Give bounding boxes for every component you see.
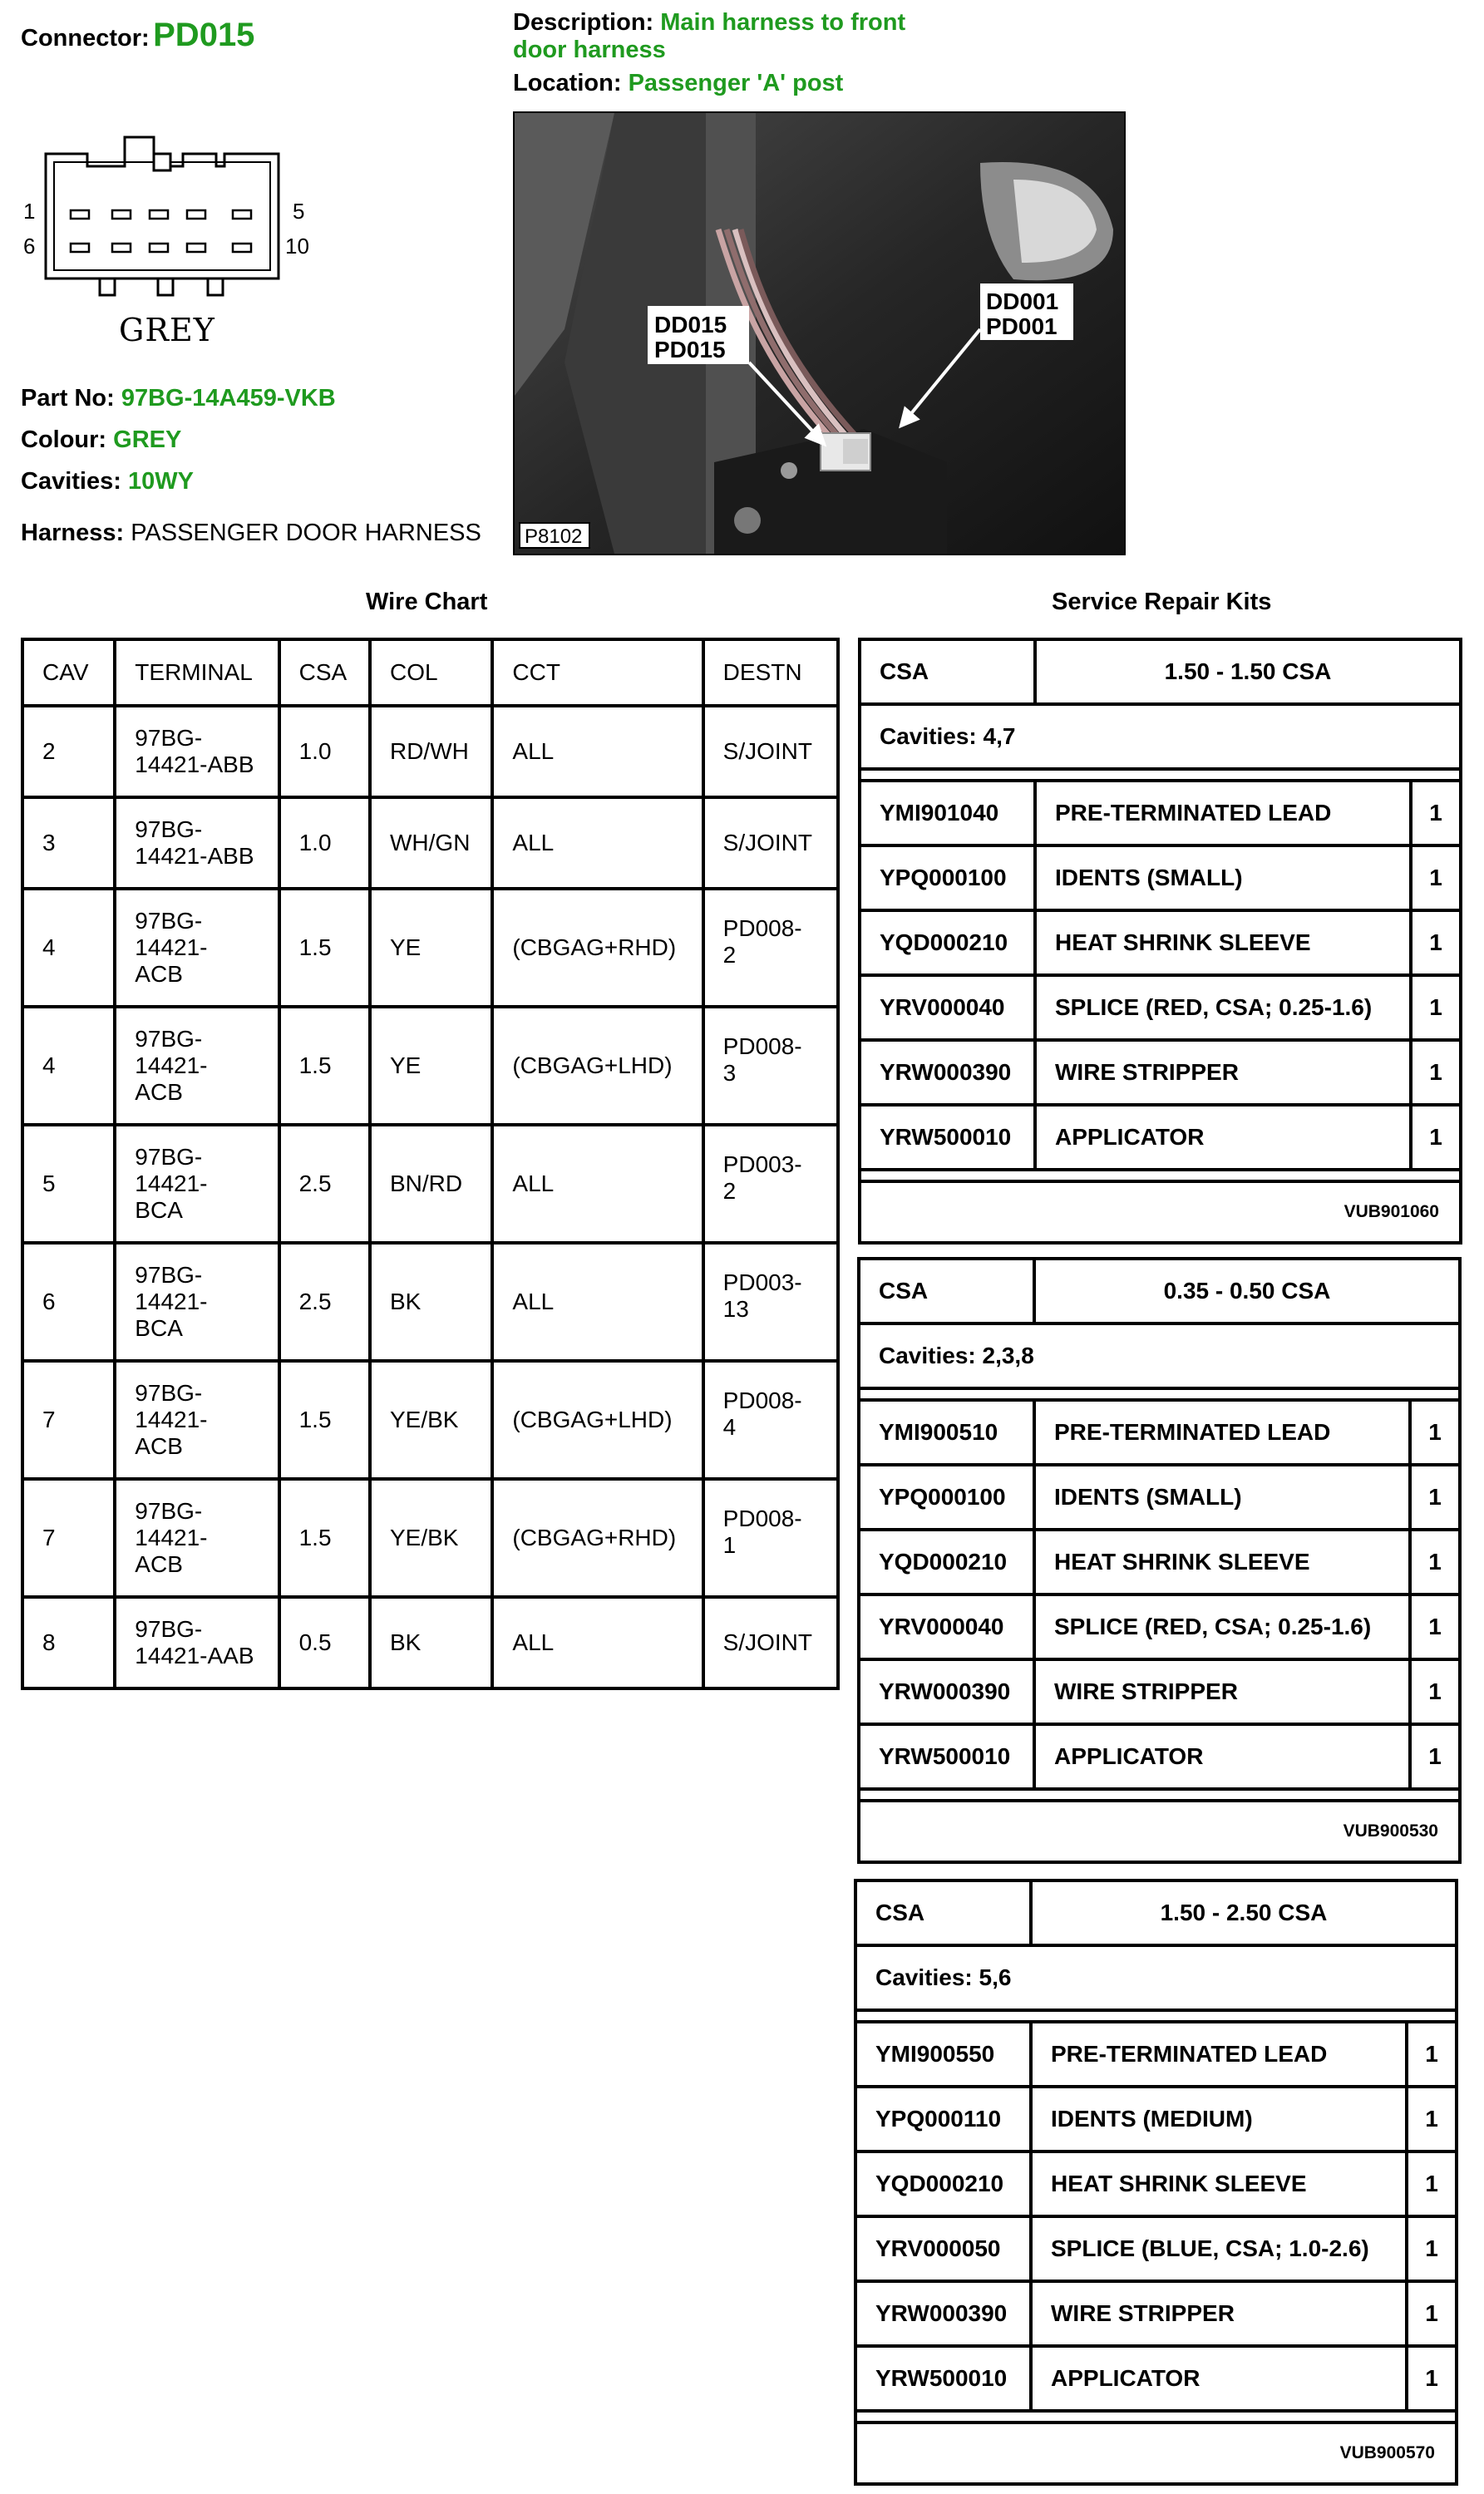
cell-csa: 1.5 bbox=[279, 889, 370, 1007]
cell-col: BK bbox=[370, 1243, 492, 1361]
kit-item-qty: 1 bbox=[1410, 1594, 1460, 1659]
cell-terminal-line: 97BG- bbox=[135, 1498, 203, 1524]
photo-ref-label: P8102 bbox=[525, 525, 583, 548]
cell-destn bbox=[703, 1243, 838, 1361]
connector-colour-caption: GREY bbox=[119, 312, 215, 348]
header-destn: DESTN bbox=[703, 639, 838, 706]
cell-terminal-line: 97BG- bbox=[135, 1616, 203, 1642]
cell-terminal-line: 97BG- bbox=[135, 725, 203, 751]
connector-id: PD015 bbox=[153, 17, 255, 53]
cell-terminal bbox=[115, 706, 279, 797]
kit-gap-row bbox=[855, 2411, 1457, 2423]
kit-gap-row bbox=[860, 1170, 1461, 1181]
cell-terminal-line: 97BG- bbox=[135, 1144, 203, 1170]
cell-terminal-line: ACB bbox=[135, 1551, 183, 1577]
cell-terminal bbox=[115, 1361, 279, 1479]
cell-col: YE/BK bbox=[370, 1479, 492, 1597]
kit-csa-label: CSA bbox=[860, 639, 1035, 704]
kit-item-desc: IDENTS (SMALL) bbox=[1035, 845, 1411, 910]
wire-chart-row bbox=[22, 889, 838, 1007]
colour-label: Colour: bbox=[21, 426, 107, 453]
wire-chart-row bbox=[22, 706, 838, 797]
kit-item-row bbox=[859, 1400, 1460, 1465]
cell-destn-line: PD008- bbox=[722, 1387, 802, 1413]
wire-chart-row bbox=[22, 1597, 838, 1688]
cell-destn bbox=[703, 706, 838, 797]
kit-item-row bbox=[855, 2216, 1457, 2281]
cell-terminal-line: 97BG- bbox=[135, 908, 203, 934]
harness-value: PASSENGER DOOR HARNESS bbox=[131, 520, 481, 546]
kit-item-desc: IDENTS (SMALL) bbox=[1034, 1465, 1410, 1530]
kit-item-code: YRW000390 bbox=[859, 1659, 1034, 1724]
cell-destn-line: 13 bbox=[722, 1296, 749, 1322]
cell-csa: 1.5 bbox=[279, 1007, 370, 1125]
kit-csa-row bbox=[860, 639, 1461, 704]
cell-cav: 6 bbox=[22, 1243, 115, 1361]
kit-item-qty: 1 bbox=[1407, 2346, 1457, 2411]
kit-item-desc: SPLICE (BLUE, CSA; 1.0-2.6) bbox=[1031, 2216, 1407, 2281]
cell-col: YE/BK bbox=[370, 1361, 492, 1479]
kit-code: VUB900530 bbox=[1343, 1821, 1438, 1841]
cell-csa: 0.5 bbox=[279, 1597, 370, 1688]
cell-destn-line: PD003- bbox=[722, 1269, 802, 1295]
kit-item-code: YRW000390 bbox=[855, 2281, 1031, 2346]
kit-item-code: YRV000040 bbox=[859, 1594, 1034, 1659]
cell-destn bbox=[703, 797, 838, 889]
cell-destn-line: S/JOINT bbox=[722, 738, 813, 764]
header-cct: CCT bbox=[492, 639, 703, 706]
cell-cct: ALL bbox=[492, 706, 703, 797]
kit-item-qty: 1 bbox=[1411, 1040, 1461, 1105]
cell-terminal-line: 14421- bbox=[135, 934, 208, 960]
kit-item-desc: SPLICE (RED, CSA; 0.25-1.6) bbox=[1034, 1594, 1410, 1659]
wire-chart-row bbox=[22, 1479, 838, 1597]
cell-destn bbox=[703, 1597, 838, 1688]
cell-terminal-line: 97BG- bbox=[135, 1380, 203, 1406]
kit-item-code: YRW000390 bbox=[860, 1040, 1035, 1105]
kit-item-row bbox=[860, 845, 1461, 910]
cell-destn-line: 2 bbox=[722, 1178, 737, 1204]
kit-item-desc: WIRE STRIPPER bbox=[1031, 2281, 1407, 2346]
repair-kit-table bbox=[857, 1257, 1462, 1864]
cell-cct: ALL bbox=[492, 1243, 703, 1361]
cell-terminal-line: BCA bbox=[135, 1197, 183, 1223]
cavities-label: Cavities: bbox=[21, 468, 121, 495]
photo-callout-left-2: PD015 bbox=[654, 337, 726, 362]
description-value-2: door harness bbox=[513, 37, 666, 63]
cell-col: WH/GN bbox=[370, 797, 492, 889]
kit-item-desc: SPLICE (RED, CSA; 0.25-1.6) bbox=[1035, 975, 1411, 1040]
cell-destn bbox=[703, 889, 838, 1007]
description-line-2 bbox=[513, 36, 666, 64]
kit-item-row bbox=[855, 2151, 1457, 2216]
kit-csa-range: 1.50 - 2.50 CSA bbox=[1031, 1880, 1457, 1945]
kit-item-desc: WIRE STRIPPER bbox=[1035, 1040, 1411, 1105]
kit-item-qty: 1 bbox=[1411, 845, 1461, 910]
kit-csa-row bbox=[859, 1259, 1460, 1323]
kit-code-row bbox=[860, 1181, 1461, 1243]
kit-gap bbox=[855, 2411, 1457, 2423]
kit-cavities: Cavities: 5,6 bbox=[855, 1945, 1457, 2010]
photo-callout-right-1: DD001 bbox=[986, 288, 1059, 314]
cell-terminal bbox=[115, 889, 279, 1007]
cell-cav: 5 bbox=[22, 1125, 115, 1243]
kit-gap bbox=[859, 1388, 1460, 1400]
cell-terminal-line: BCA bbox=[135, 1315, 183, 1341]
part-no-value: 97BG-14A459-VKB bbox=[121, 385, 336, 412]
part-no-label: Part No: bbox=[21, 385, 115, 412]
photo-callout-left-1: DD015 bbox=[654, 312, 727, 338]
wire-chart-table bbox=[21, 638, 840, 1690]
cell-cct: (CBGAG+RHD) bbox=[492, 889, 703, 1007]
service-repair-kits-title: Service Repair Kits bbox=[1052, 589, 1272, 615]
cell-terminal-line: 14421-ABB bbox=[135, 752, 254, 777]
kit-item-qty: 1 bbox=[1411, 781, 1461, 845]
cell-terminal bbox=[115, 1125, 279, 1243]
cell-col: YE bbox=[370, 1007, 492, 1125]
kit-item-row bbox=[860, 975, 1461, 1040]
kit-item-desc: APPLICATOR bbox=[1031, 2346, 1407, 2411]
kit-item-code: YRW500010 bbox=[859, 1724, 1034, 1789]
kit-item-row bbox=[860, 781, 1461, 845]
wire-chart-row bbox=[22, 797, 838, 889]
connector-face-drawing bbox=[21, 129, 337, 303]
kit-item-row bbox=[860, 1040, 1461, 1105]
kit-item-row bbox=[855, 2087, 1457, 2151]
kit-item-code: YRV000040 bbox=[860, 975, 1035, 1040]
kit-item-desc: PRE-TERMINATED LEAD bbox=[1031, 2022, 1407, 2087]
header-cav: CAV bbox=[22, 639, 115, 706]
kit-item-desc: IDENTS (MEDIUM) bbox=[1031, 2087, 1407, 2151]
kit-cavities-row bbox=[855, 1945, 1457, 2010]
harness-label: Harness: bbox=[21, 520, 125, 546]
kit-item-qty: 1 bbox=[1407, 2151, 1457, 2216]
photo-callout-right-2: PD001 bbox=[986, 313, 1058, 339]
kit-item-desc: APPLICATOR bbox=[1035, 1105, 1411, 1170]
description-label: Description: bbox=[513, 9, 654, 36]
kit-item-qty: 1 bbox=[1407, 2281, 1457, 2346]
kit-item-row bbox=[859, 1530, 1460, 1594]
kit-cavities: Cavities: 4,7 bbox=[860, 704, 1461, 769]
kit-item-code: YPQ000100 bbox=[859, 1465, 1034, 1530]
description-line-1 bbox=[513, 8, 905, 37]
wire-chart-title: Wire Chart bbox=[366, 589, 488, 615]
part-no-line bbox=[21, 384, 336, 412]
cell-destn bbox=[703, 1125, 838, 1243]
kit-item-qty: 1 bbox=[1411, 1105, 1461, 1170]
kit-gap bbox=[860, 1170, 1461, 1181]
kit-item-desc: HEAT SHRINK SLEEVE bbox=[1034, 1530, 1410, 1594]
kit-item-code: YPQ000110 bbox=[855, 2087, 1031, 2151]
cell-destn-line: 1 bbox=[722, 1532, 737, 1558]
kit-gap-row bbox=[859, 1789, 1460, 1801]
cell-destn-line: 3 bbox=[722, 1060, 737, 1086]
cell-destn-line: 4 bbox=[722, 1414, 737, 1440]
cell-col: BK bbox=[370, 1597, 492, 1688]
connector-label: Connector: bbox=[21, 25, 150, 52]
pin-label-5: 5 bbox=[293, 199, 305, 224]
kit-csa-row bbox=[855, 1880, 1457, 1945]
kit-item-qty: 1 bbox=[1410, 1724, 1460, 1789]
cavities-value: 10WY bbox=[127, 468, 194, 495]
pin-label-6: 6 bbox=[23, 234, 36, 259]
kit-gap-row bbox=[855, 2010, 1457, 2022]
cell-destn-line: PD003- bbox=[722, 1151, 802, 1177]
wire-chart-row bbox=[22, 1361, 838, 1479]
connector-diagram bbox=[21, 129, 337, 370]
cell-cct: (CBGAG+RHD) bbox=[492, 1479, 703, 1597]
cell-cav: 4 bbox=[22, 1007, 115, 1125]
cell-terminal-line: 97BG- bbox=[135, 816, 203, 842]
wire-chart-header-row bbox=[22, 639, 838, 706]
header-col: COL bbox=[370, 639, 492, 706]
kit-item-desc: PRE-TERMINATED LEAD bbox=[1035, 781, 1411, 845]
kit-item-row bbox=[859, 1659, 1460, 1724]
colour-line bbox=[21, 426, 181, 454]
cell-col: BN/RD bbox=[370, 1125, 492, 1243]
kit-item-qty: 1 bbox=[1407, 2216, 1457, 2281]
kit-item-row bbox=[859, 1594, 1460, 1659]
cell-destn bbox=[703, 1361, 838, 1479]
pin-label-1: 1 bbox=[23, 199, 36, 224]
header-terminal: TERMINAL bbox=[115, 639, 279, 706]
kit-item-row bbox=[859, 1724, 1460, 1789]
kit-item-row bbox=[855, 2022, 1457, 2087]
pin-label-10: 10 bbox=[285, 234, 309, 259]
repair-kit-table bbox=[854, 1879, 1458, 2486]
cell-cav: 7 bbox=[22, 1361, 115, 1479]
cell-csa: 1.5 bbox=[279, 1361, 370, 1479]
cell-destn-line: PD008- bbox=[722, 915, 802, 941]
header-csa: CSA bbox=[279, 639, 370, 706]
cell-destn-line: S/JOINT bbox=[722, 1629, 813, 1655]
kit-item-row bbox=[855, 2281, 1457, 2346]
cell-destn bbox=[703, 1007, 838, 1125]
wire-chart-row bbox=[22, 1125, 838, 1243]
kit-csa-label: CSA bbox=[859, 1259, 1034, 1323]
cavities-line bbox=[21, 467, 194, 495]
kit-item-code: YRW500010 bbox=[855, 2346, 1031, 2411]
cell-terminal bbox=[115, 1479, 279, 1597]
connector-heading bbox=[21, 17, 254, 54]
kit-item-qty: 1 bbox=[1410, 1530, 1460, 1594]
kit-item-row bbox=[860, 1105, 1461, 1170]
kit-item-qty: 1 bbox=[1410, 1659, 1460, 1724]
harness-line bbox=[21, 519, 481, 547]
cell-destn-line: PD008- bbox=[722, 1033, 802, 1059]
cell-terminal-line: 14421- bbox=[135, 1171, 208, 1196]
cell-terminal-line: 14421- bbox=[135, 1052, 208, 1078]
cell-cav: 7 bbox=[22, 1479, 115, 1597]
kit-item-row bbox=[855, 2346, 1457, 2411]
cell-cct: ALL bbox=[492, 1125, 703, 1243]
kit-gap-row bbox=[860, 769, 1461, 781]
kit-item-code: YQD000210 bbox=[859, 1530, 1034, 1594]
cell-cct: ALL bbox=[492, 797, 703, 889]
kit-item-qty: 1 bbox=[1411, 910, 1461, 975]
cell-csa: 2.5 bbox=[279, 1243, 370, 1361]
kit-item-code: YMI900510 bbox=[859, 1400, 1034, 1465]
cell-terminal-line: 97BG- bbox=[135, 1262, 203, 1288]
kit-item-desc: HEAT SHRINK SLEEVE bbox=[1031, 2151, 1407, 2216]
location-photo bbox=[513, 111, 1126, 555]
kit-csa-label: CSA bbox=[855, 1880, 1031, 1945]
kit-item-desc: HEAT SHRINK SLEEVE bbox=[1035, 910, 1411, 975]
cell-csa: 2.5 bbox=[279, 1125, 370, 1243]
cell-terminal-line: 14421-ABB bbox=[135, 843, 254, 869]
kit-item-row bbox=[860, 910, 1461, 975]
cell-cct: ALL bbox=[492, 1597, 703, 1688]
cell-cct: (CBGAG+LHD) bbox=[492, 1007, 703, 1125]
cell-cav: 8 bbox=[22, 1597, 115, 1688]
cell-csa: 1.5 bbox=[279, 1479, 370, 1597]
wire-chart-row bbox=[22, 1007, 838, 1125]
cell-col: YE bbox=[370, 889, 492, 1007]
kit-item-desc: PRE-TERMINATED LEAD bbox=[1034, 1400, 1410, 1465]
location-value: Passenger 'A' post bbox=[628, 70, 844, 96]
cell-terminal-line: ACB bbox=[135, 1079, 183, 1105]
cell-csa: 1.0 bbox=[279, 706, 370, 797]
kit-cavities: Cavities: 2,3,8 bbox=[859, 1323, 1460, 1388]
kit-cavities-row bbox=[860, 704, 1461, 769]
cell-terminal-line: ACB bbox=[135, 961, 183, 987]
kit-item-qty: 1 bbox=[1407, 2087, 1457, 2151]
kit-item-code: YMI900550 bbox=[855, 2022, 1031, 2087]
cell-col: RD/WH bbox=[370, 706, 492, 797]
kit-item-row bbox=[859, 1465, 1460, 1530]
cell-terminal bbox=[115, 1597, 279, 1688]
wire-chart-row bbox=[22, 1243, 838, 1361]
kit-item-qty: 1 bbox=[1410, 1465, 1460, 1530]
kit-item-code: YQD000210 bbox=[860, 910, 1035, 975]
description-value-1: Main harness to front bbox=[660, 9, 906, 36]
kit-item-desc: WIRE STRIPPER bbox=[1034, 1659, 1410, 1724]
kit-code-row bbox=[855, 2423, 1457, 2484]
kit-cavities-row bbox=[859, 1323, 1460, 1388]
location-photo-illustration bbox=[515, 113, 1124, 554]
cell-terminal-line: ACB bbox=[135, 1433, 183, 1459]
kit-item-code: YRW500010 bbox=[860, 1105, 1035, 1170]
cell-cav: 3 bbox=[22, 797, 115, 889]
kit-code: VUB900570 bbox=[1339, 2443, 1435, 2462]
kit-gap bbox=[859, 1789, 1460, 1801]
kit-csa-range: 0.35 - 0.50 CSA bbox=[1034, 1259, 1460, 1323]
kit-item-qty: 1 bbox=[1411, 975, 1461, 1040]
kit-item-desc: APPLICATOR bbox=[1034, 1724, 1410, 1789]
cell-terminal-line: 14421- bbox=[135, 1407, 208, 1432]
cell-terminal bbox=[115, 797, 279, 889]
kit-item-qty: 1 bbox=[1410, 1400, 1460, 1465]
location-line bbox=[513, 69, 843, 97]
cell-destn-line: PD008- bbox=[722, 1506, 802, 1531]
cell-terminal-line: 14421- bbox=[135, 1525, 208, 1550]
kit-item-qty: 1 bbox=[1407, 2022, 1457, 2087]
kit-gap bbox=[855, 2010, 1457, 2022]
cell-terminal-line: 14421-AAB bbox=[135, 1643, 254, 1668]
kit-gap-row bbox=[859, 1388, 1460, 1400]
cell-terminal bbox=[115, 1243, 279, 1361]
cell-cav: 4 bbox=[22, 889, 115, 1007]
cell-destn bbox=[703, 1479, 838, 1597]
kit-code-row bbox=[859, 1801, 1460, 1862]
cell-terminal-line: 97BG- bbox=[135, 1026, 203, 1052]
cell-cct: (CBGAG+LHD) bbox=[492, 1361, 703, 1479]
kit-csa-range: 1.50 - 1.50 CSA bbox=[1035, 639, 1461, 704]
kit-item-code: YQD000210 bbox=[855, 2151, 1031, 2216]
kit-item-code: YRV000050 bbox=[855, 2216, 1031, 2281]
kit-code: VUB901060 bbox=[1343, 1202, 1439, 1221]
repair-kit-table bbox=[858, 638, 1462, 1245]
cell-terminal-line: 14421- bbox=[135, 1289, 208, 1314]
kit-gap bbox=[860, 769, 1461, 781]
cell-destn-line: S/JOINT bbox=[722, 830, 813, 855]
kit-item-code: YPQ000100 bbox=[860, 845, 1035, 910]
cell-terminal bbox=[115, 1007, 279, 1125]
colour-value: GREY bbox=[113, 426, 182, 453]
cell-destn-line: 2 bbox=[722, 942, 737, 968]
cell-csa: 1.0 bbox=[279, 797, 370, 889]
kit-item-code: YMI901040 bbox=[860, 781, 1035, 845]
cell-cav: 2 bbox=[22, 706, 115, 797]
location-label: Location: bbox=[513, 70, 622, 96]
